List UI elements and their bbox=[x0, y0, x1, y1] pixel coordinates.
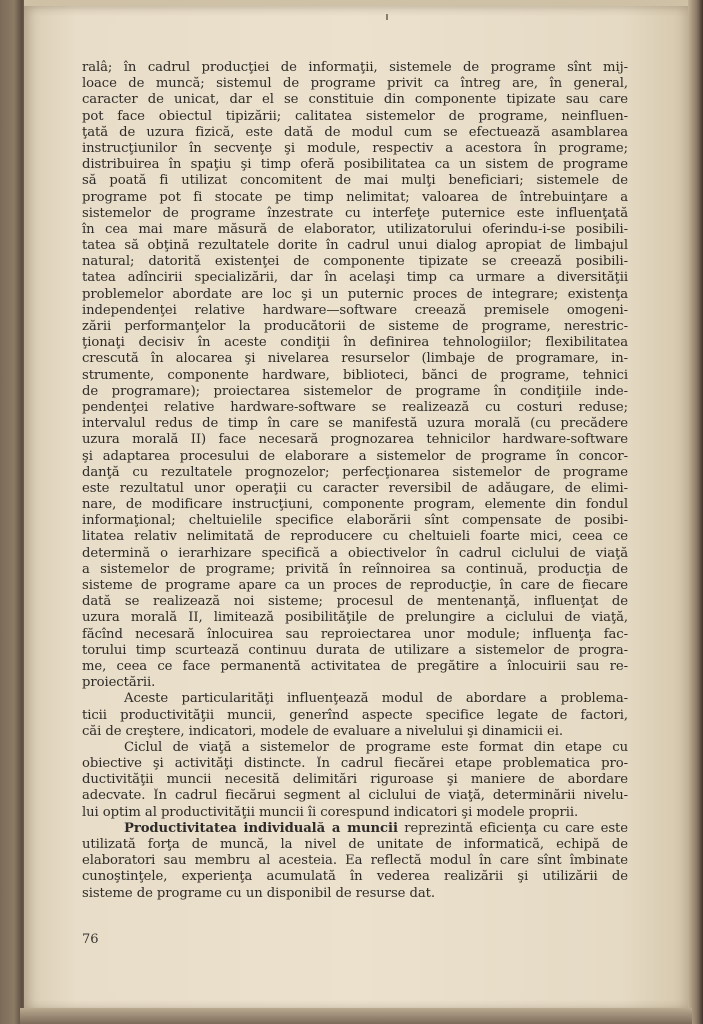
text-line: nare, de modificare instrucţiuni, componente program, elemente din fondul bbox=[82, 497, 628, 513]
text-line: de programare); proiectarea sistemelor de programe în condiţiile inde- bbox=[82, 383, 628, 399]
text-line: danţă cu rezultatele prognozelor; perfecţionarea sistemelor de programe bbox=[82, 464, 628, 480]
text-line: ralâ; în cadrul producţiei de informaţii, sistemele de programe sînt mij- bbox=[82, 60, 628, 75]
text-line: uzura morală II) face necesară prognozarea tehnicilor hardware-software bbox=[82, 432, 628, 448]
text-line: problemelor abordate are loc şi un puternic proces de integrare; existenţa bbox=[82, 286, 628, 302]
text-line: pot face obiectul tipizării; calitatea sistemelor de programe, neinfluen- bbox=[82, 108, 628, 124]
text-line: elaboratori sau membru al acesteia. Ea reflectă modul în care sînt îmbinate bbox=[82, 853, 628, 869]
text-line: loace de muncă; sistemul de programe privit ca întreg are, în general, bbox=[82, 76, 628, 92]
text-line: să poată fi utilizat concomitent de mai mulţi beneficiari; sistemele de bbox=[82, 173, 628, 189]
text-line: proiectării. bbox=[82, 675, 156, 691]
text-line: litatea relativ nelimitată de reproducere cu cheltuieli foarte mici, ceea ce bbox=[82, 529, 628, 545]
text-line: independenţei relative hardware—software creează premisele omogeni- bbox=[82, 302, 628, 318]
text-line: zării performanţelor la producătorii de sisteme de programe, nerestric- bbox=[82, 319, 628, 334]
text-line: ticii productivităţii muncii, generînd aspecte specifice legate de factori, bbox=[82, 707, 628, 723]
text-line: Ciclul de viaţă a sistemelor de programe este format din etape cu bbox=[124, 739, 628, 755]
text-line: dată se realizează noi sisteme; procesul de mentenanţă, influenţat de bbox=[82, 594, 628, 610]
text-line: caracter de unicat, dar el se constituie din componente tipizate sau care bbox=[82, 92, 628, 108]
page-number: 76 bbox=[82, 932, 99, 947]
text-line: determină o ierarhizare specifică a obiectivelor în cadrul ciclului de viaţă bbox=[82, 545, 628, 561]
text-line: tatea adîncirii specializării, dar în acelaşi timp ca urmare a diversităţii bbox=[82, 270, 628, 286]
text-line: informaţional; cheltuielile specifice elaborării sînt compensate de posibi- bbox=[82, 513, 628, 529]
text-line: ţionaţi decisiv în aceste condiţii în definirea tehnologiilor; flexibilitatea bbox=[82, 335, 628, 351]
text-line: utilizată forţa de muncă, la nivel de unitate de informatică, echipă de bbox=[82, 837, 628, 852]
text-line bbox=[82, 821, 628, 837]
text-line: sisteme de programe cu un disponibil de resurse dat. bbox=[82, 885, 435, 901]
paragraph-3 bbox=[82, 740, 628, 821]
page-bottom-edge bbox=[20, 1008, 692, 1024]
text-line: instrucţiunilor în secvenţe şi module, respectiv a acestora în programe; bbox=[82, 140, 628, 156]
text-line: pendenţei relative hardware-software se realizează cu costuri reduse; bbox=[82, 399, 628, 415]
text-line: torului timp scurtează continuu durata de utilizare a sistemelor de progra- bbox=[82, 642, 628, 658]
page-right-edge bbox=[688, 0, 703, 1024]
body-text bbox=[82, 60, 628, 902]
line-text: reprezintă eficienţa cu care este bbox=[397, 820, 628, 836]
text-line: ţată de uzura fizică, este dată de modul cum se efectuează asamblarea bbox=[82, 124, 628, 140]
text-line: este rezultatul unor operaţii cu caracter reversibil de adăugare, de elimi- bbox=[82, 480, 628, 496]
text-line: Aceste particularităţi influenţează modul de abordare a problema- bbox=[124, 691, 628, 707]
text-line: sistemelor de programe înzestrate cu interfeţe puternice este influenţată bbox=[82, 205, 628, 221]
text-line: sisteme de programe apare ca un proces de reproducţie, în care de fiecare bbox=[82, 578, 628, 593]
text-line: adecvate. În cadrul fiecărui segment al ciclului de viaţă, determinării nivelu- bbox=[82, 788, 628, 804]
text-line: şi adaptarea procesului de elaborare a sistemelor de programe în concor- bbox=[82, 448, 628, 464]
text-line: distribuirea în spaţiu şi timp oferă posibilitatea ca un sistem de programe bbox=[82, 157, 628, 173]
text-line: lui optim al productivităţii muncii îi corespund indicatori şi modele proprii. bbox=[82, 804, 579, 820]
text-line: în cea mai mare măsură de elaborator, utilizatorului oferindu-i-se posibili- bbox=[82, 221, 628, 237]
text-line: programe pot fi stocate pe timp nelimitat; valoarea de întrebuinţare a bbox=[82, 189, 628, 205]
text-line: a sistemelor de programe; privită în reînnoirea sa continuă, producţia de bbox=[82, 561, 628, 577]
paragraph-2 bbox=[82, 691, 628, 740]
text-line: tatea să obţină rezultatele dorite în cadrul unui dialog apropiat de limbajul bbox=[82, 238, 628, 254]
text-line: crescută în alocarea şi nivelarea resurselor (limbaje de programare, in- bbox=[82, 351, 628, 367]
bold-term: Productivitatea individuală a muncii bbox=[124, 820, 398, 836]
text-line: uzura morală II, limitează posibilităţile de prelungire a ciclului de viaţă, bbox=[82, 610, 628, 626]
text-line: făcînd necesară înlocuirea sau reproiectarea unor module; influenţa fac- bbox=[82, 626, 628, 642]
text-line: natural; datorită existenţei de componente tipizate se creează posibili- bbox=[82, 254, 628, 270]
text-line: obiective şi activităţi distincte. În cadrul fiecărei etape problematica pro- bbox=[82, 756, 628, 772]
text-line: intervalul redus de timp în care se manifestă uzura morală (cu precădere bbox=[82, 416, 628, 432]
text-line: me, ceea ce face permanentă activitatea de pregătire a înlocuirii sau re- bbox=[82, 658, 628, 674]
text-line: cunoştinţele, experienţa acumulată în vederea realizării şi utilizării de bbox=[82, 869, 628, 885]
paragraph-4 bbox=[82, 821, 628, 902]
paper-speck bbox=[386, 14, 388, 20]
text-line: ductivităţii muncii necesită delimitări riguroase şi maniere de abordare bbox=[82, 772, 628, 788]
text-line: căi de creştere, indicatori, modele de evaluare a nivelului şi dinamicii ei. bbox=[82, 723, 563, 739]
text-line: strumente, componente hardware, biblioteci, bănci de programe, tehnici bbox=[82, 367, 628, 383]
paragraph-1 bbox=[82, 60, 628, 691]
